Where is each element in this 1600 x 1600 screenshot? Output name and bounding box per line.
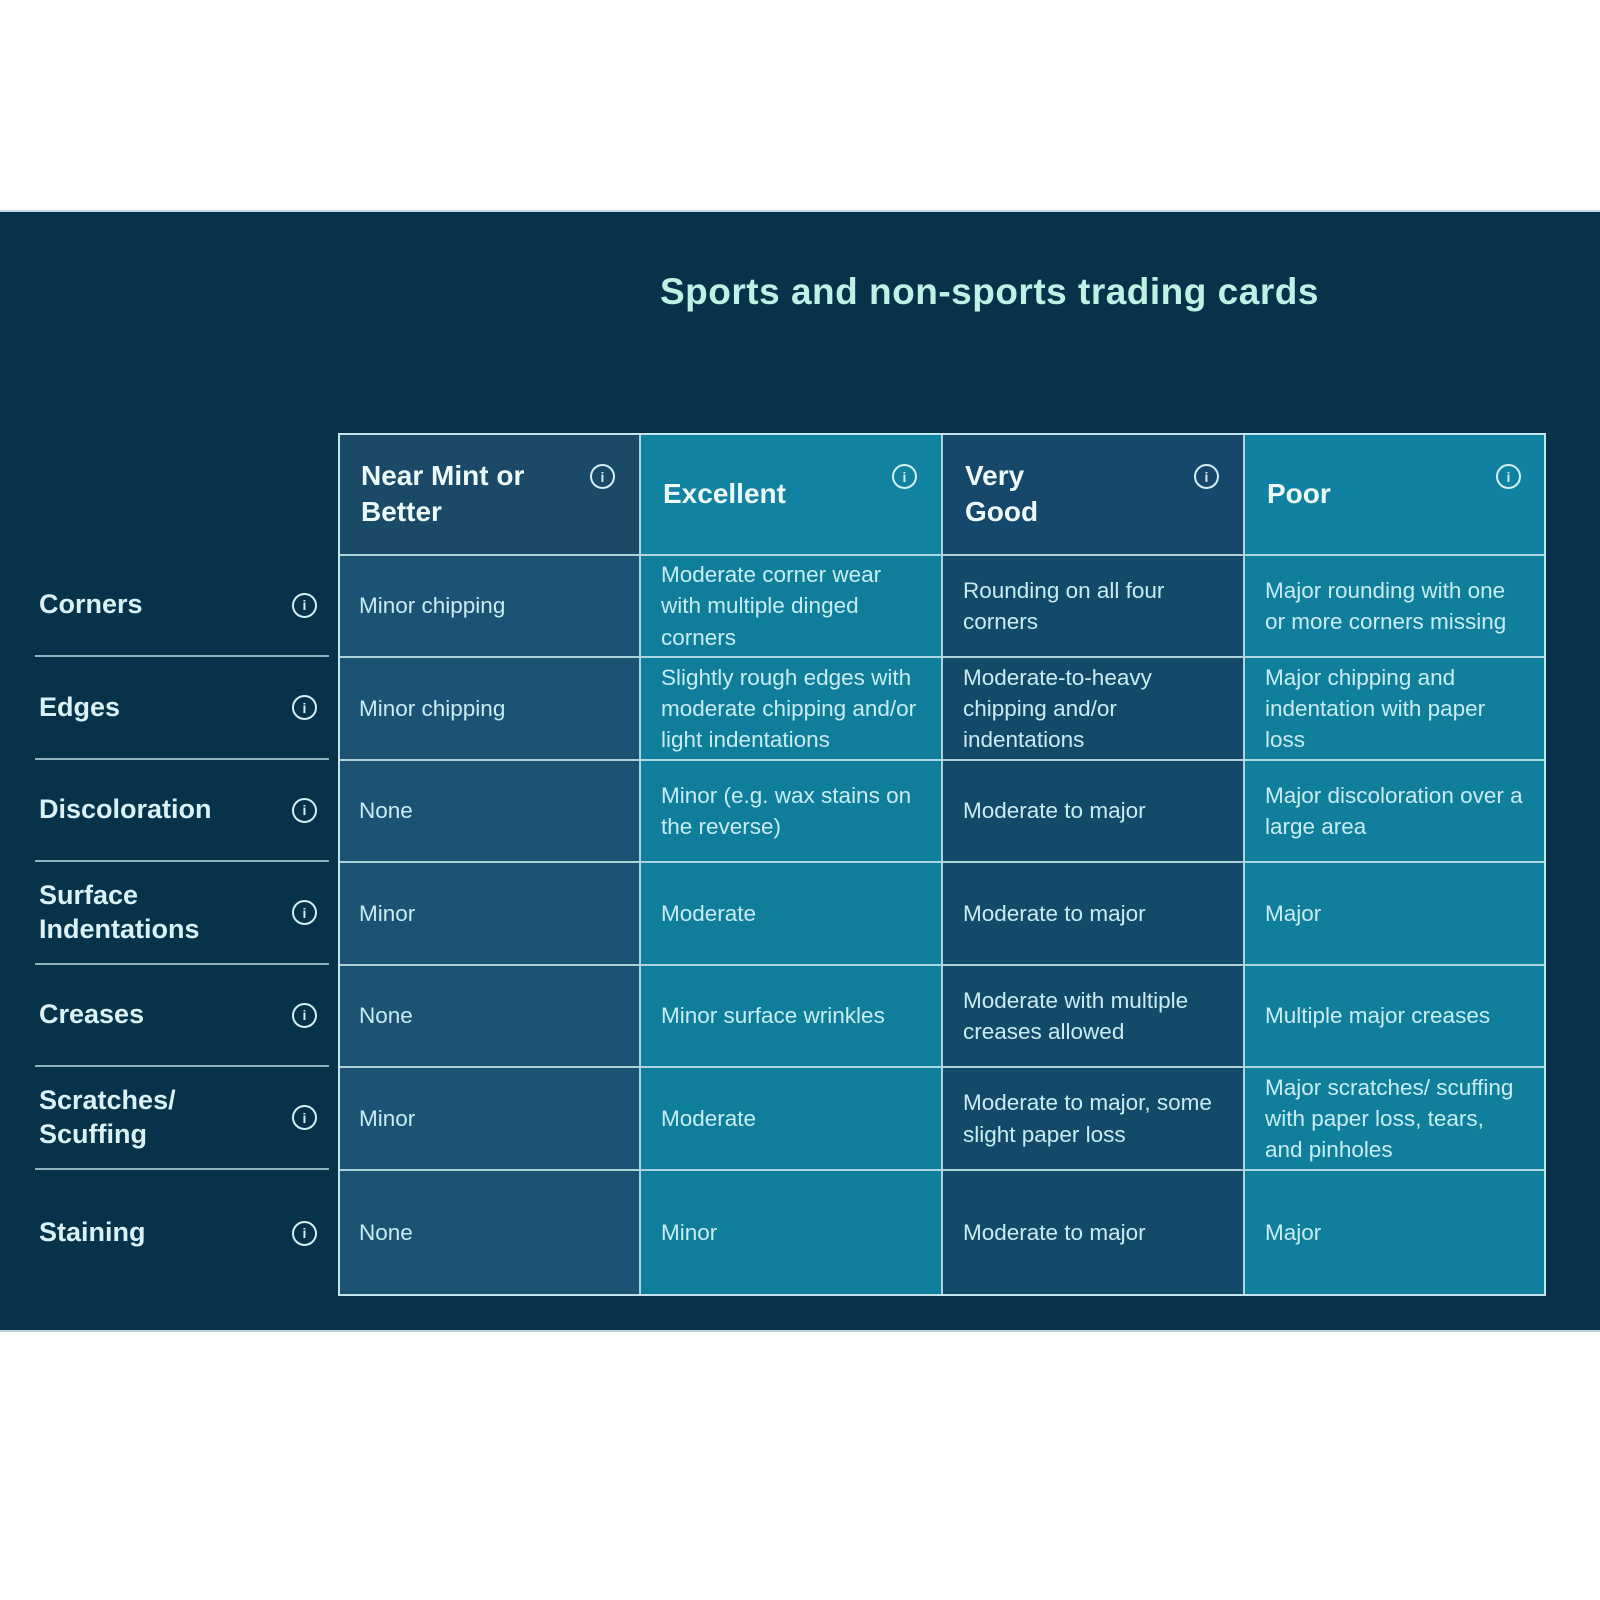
column-header-very-good [942, 433, 1244, 555]
info-icon[interactable]: i [292, 1003, 317, 1028]
column-header-label: Very Good [965, 459, 1039, 527]
table-cell: None [338, 965, 640, 1067]
table-cell: Minor (e.g. wax stains on the reverse) [640, 760, 942, 862]
table-cell: Major chipping and indentation with paper loss [1244, 657, 1546, 760]
info-icon[interactable]: i [590, 464, 615, 489]
row-label-discoloration [35, 760, 329, 862]
info-icon[interactable]: i [1496, 464, 1521, 489]
table-cell: Moderate corner wear with multiple dinged corners [640, 555, 942, 657]
info-icon[interactable]: i [1194, 464, 1219, 489]
table-cell: Major [1244, 862, 1546, 965]
table-cell: Minor [338, 862, 640, 965]
table-cell: Major scratches/ scuffing with paper loss, tears, and pinholes [1244, 1067, 1546, 1170]
page-title: Sports and non-sports trading cards [660, 271, 1319, 312]
row-label-corners [35, 555, 329, 657]
row-label-text: Creases [39, 999, 145, 1030]
table-cell: Major [1244, 1170, 1546, 1296]
table-cell: Moderate to major [942, 760, 1244, 862]
column-header-label: Excellent [663, 477, 786, 509]
info-icon[interactable]: i [292, 798, 317, 823]
row-label-creases [35, 965, 329, 1067]
info-icon[interactable]: i [892, 464, 917, 489]
grading-table [35, 433, 1546, 1296]
table-cell: Major rounding with one or more corners missing [1244, 555, 1546, 657]
column-header-label: Poor [1267, 477, 1331, 509]
table-cell: Slightly rough edges with moderate chipping and/or light indentations [640, 657, 942, 760]
row-label-surface-indentations [35, 862, 329, 965]
row-label-text: Staining [39, 1217, 146, 1248]
row-label-text: Edges [39, 691, 121, 722]
row-label-staining [35, 1170, 329, 1296]
table-cell: Minor chipping [338, 657, 640, 760]
column-header-poor [1244, 433, 1546, 555]
table-cell: Moderate to major [942, 1170, 1244, 1296]
table-cell: Moderate [640, 862, 942, 965]
row-label-scratches-scuffing [35, 1067, 329, 1170]
row-label-text: Surface Indentations [39, 879, 200, 944]
table-cell: Moderate to major, some slight paper loss [942, 1067, 1244, 1170]
table-cell: Moderate to major [942, 862, 1244, 965]
table-cell: None [338, 1170, 640, 1296]
table-cell: Minor chipping [338, 555, 640, 657]
column-header-excellent [640, 433, 942, 555]
row-label-edges [35, 657, 329, 760]
table-cell: Minor surface wrinkles [640, 965, 942, 1067]
table-cell: None [338, 760, 640, 862]
info-icon[interactable]: i [292, 695, 317, 720]
table-cell: Minor [640, 1170, 942, 1296]
table-cell: Moderate-to-heavy chipping and/or indentations [942, 657, 1244, 760]
row-label-text: Corners [39, 589, 143, 620]
column-header-near-mint-or-better [338, 433, 640, 555]
table-cell: Multiple major creases [1244, 965, 1546, 1067]
info-icon[interactable]: i [292, 593, 317, 618]
column-header-label: Near Mint or Better [361, 459, 525, 527]
table-cell: Rounding on all four corners [942, 555, 1244, 657]
table-cell: Minor [338, 1067, 640, 1170]
row-label-text: Scratches/ Scuffing [39, 1084, 176, 1149]
table-corner-spacer [35, 433, 338, 555]
table-cell: Moderate [640, 1067, 942, 1170]
info-icon[interactable]: i [292, 1221, 317, 1246]
row-label-text: Discoloration [39, 794, 212, 825]
info-icon[interactable]: i [292, 1105, 317, 1130]
table-cell: Moderate with multiple creases allowed [942, 965, 1244, 1067]
info-icon[interactable]: i [292, 900, 317, 925]
table-cell: Major discoloration over a large area [1244, 760, 1546, 862]
